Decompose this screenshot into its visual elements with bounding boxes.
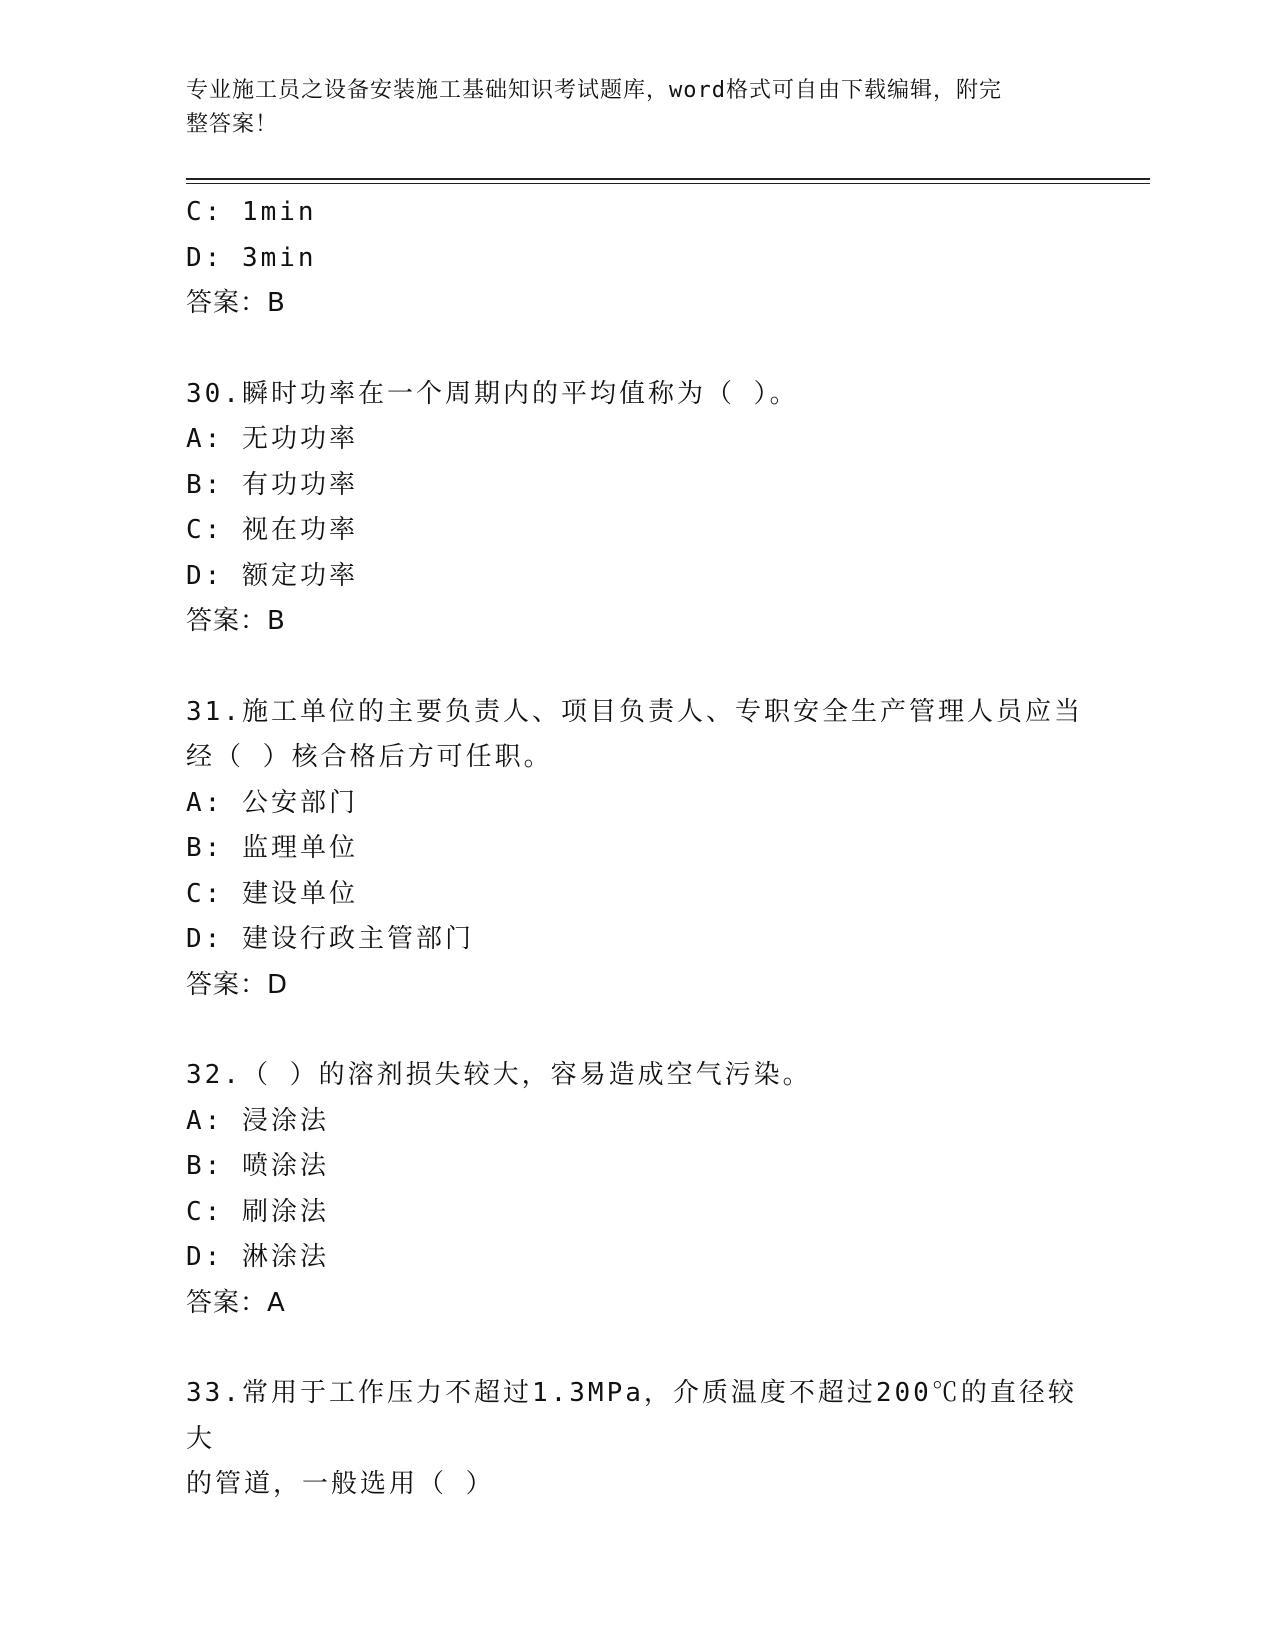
option-a: A: 无功功率 (186, 424, 358, 454)
document-header (186, 74, 1066, 142)
answer: 答案：A (186, 1287, 286, 1318)
answer: 答案：B (186, 288, 286, 318)
question-text-line-2: 经（ ）核合格后方可任职。 (186, 742, 553, 772)
question-list (186, 190, 1086, 1508)
answer: 答案：D (186, 969, 289, 1000)
question-text-line-1: 33.常用于工作压力不超过1.3MPa，介质温度不超过200℃的直径较大 (186, 1378, 1077, 1454)
question-33 (186, 1371, 1086, 1508)
option-a: A: 公安部门 (186, 787, 358, 818)
option-d: D: 3min (186, 242, 317, 273)
question-30 (186, 372, 1086, 645)
question-text: 30.瞬时功率在一个周期内的平均值称为（ ）。 (186, 378, 799, 409)
answer: 答案：B (186, 606, 286, 636)
option-c: C: 视在功率 (186, 515, 358, 545)
continued-question (186, 190, 1086, 327)
option-b: B: 有功功率 (186, 469, 358, 500)
question-text: 32.（ ）的溶剂损失较大，容易造成空气污染。 (186, 1060, 812, 1090)
header-line-1: 专业施工员之设备安装施工基础知识考试题库，word格式可自由下载编辑，附完 (186, 78, 1002, 103)
option-b: B: 喷涂法 (186, 1151, 329, 1181)
option-d: D: 建设行政主管部门 (186, 924, 474, 954)
option-a: A: 浸涂法 (186, 1105, 329, 1136)
header-divider-thick (186, 178, 1150, 180)
option-c: C: 1min (186, 197, 317, 227)
question-text-line-2: 的管道，一般选用（ ） (186, 1469, 495, 1499)
option-c: C: 刷涂法 (186, 1196, 329, 1227)
question-32 (186, 1053, 1086, 1326)
question-31 (186, 690, 1086, 1009)
option-b: B: 监理单位 (186, 833, 358, 863)
option-c: C: 建设单位 (186, 878, 358, 909)
header-line-2: 整答案！ (186, 112, 279, 137)
header-divider-thin (186, 183, 1150, 184)
option-d: D: 淋涂法 (186, 1242, 329, 1272)
question-text-line-1: 31.施工单位的主要负责人、项目负责人、专职安全生产管理人员应当 (186, 696, 1083, 727)
option-d: D: 额定功率 (186, 560, 358, 591)
